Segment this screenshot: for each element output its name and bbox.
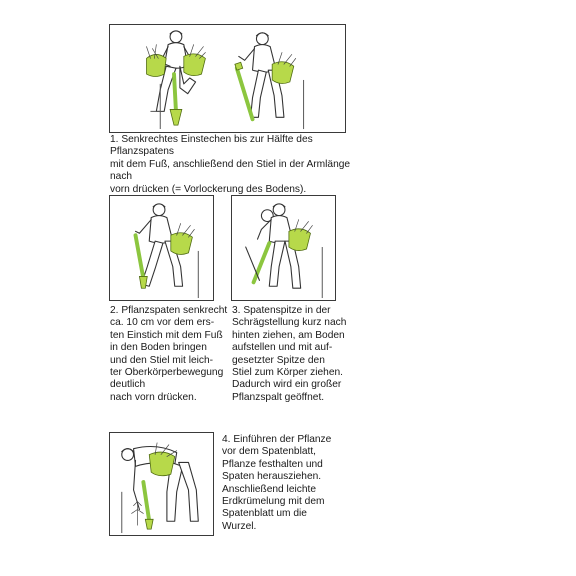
step-4-caption: 4. Einführen der Pflanze vor dem Spatenblatt, Pflanze festhalten und Spaten herausziehen. Anschließend leichte Erdkrümelung mit dem Spatenblatt um die Wurzel. — [222, 434, 332, 532]
step-4-drawing — [110, 433, 213, 535]
step-2-caption: 2. Pflanzspaten senkrecht ca. 10 cm vor dem ers- ten Einstich mit dem Fuß in den Boden bringen und den Stiel mit leich- ter Oberkörperbewegung deutlich nach vorn drücken. — [110, 305, 228, 403]
step-3-caption: 3. Spatenspitze in der Schrägstellung kurz nach hinten ziehen, am Boden aufstellen und mit auf- gesetzter Spitze den Stiel zum Körper ziehen. Dadurch wird ein großer Pflanzspalt geöffnet. — [232, 305, 347, 403]
step-3-illustration — [231, 195, 336, 301]
step-4-illustration — [109, 432, 214, 536]
step-1-illustration — [109, 24, 346, 133]
spade-b — [235, 62, 253, 119]
step-3-drawing — [232, 196, 335, 300]
spade-and-seedling — [132, 482, 154, 529]
step-2-drawing — [110, 196, 213, 300]
plant-bag — [289, 220, 313, 251]
plant-bag-b — [272, 52, 296, 83]
spade — [246, 243, 270, 282]
step-1-drawing — [110, 25, 345, 132]
step-2-illustration — [109, 195, 214, 301]
step-1-caption: 1. Senkrechtes Einstechen bis zur Hälfte des Pflanzspatens mit dem Fuß, anschließend den Stiel in der Armlänge nach vorn drücken (= Vorlockerung des Bodens). — [110, 134, 351, 195]
spade — [136, 235, 148, 288]
plant-bag — [171, 223, 195, 254]
